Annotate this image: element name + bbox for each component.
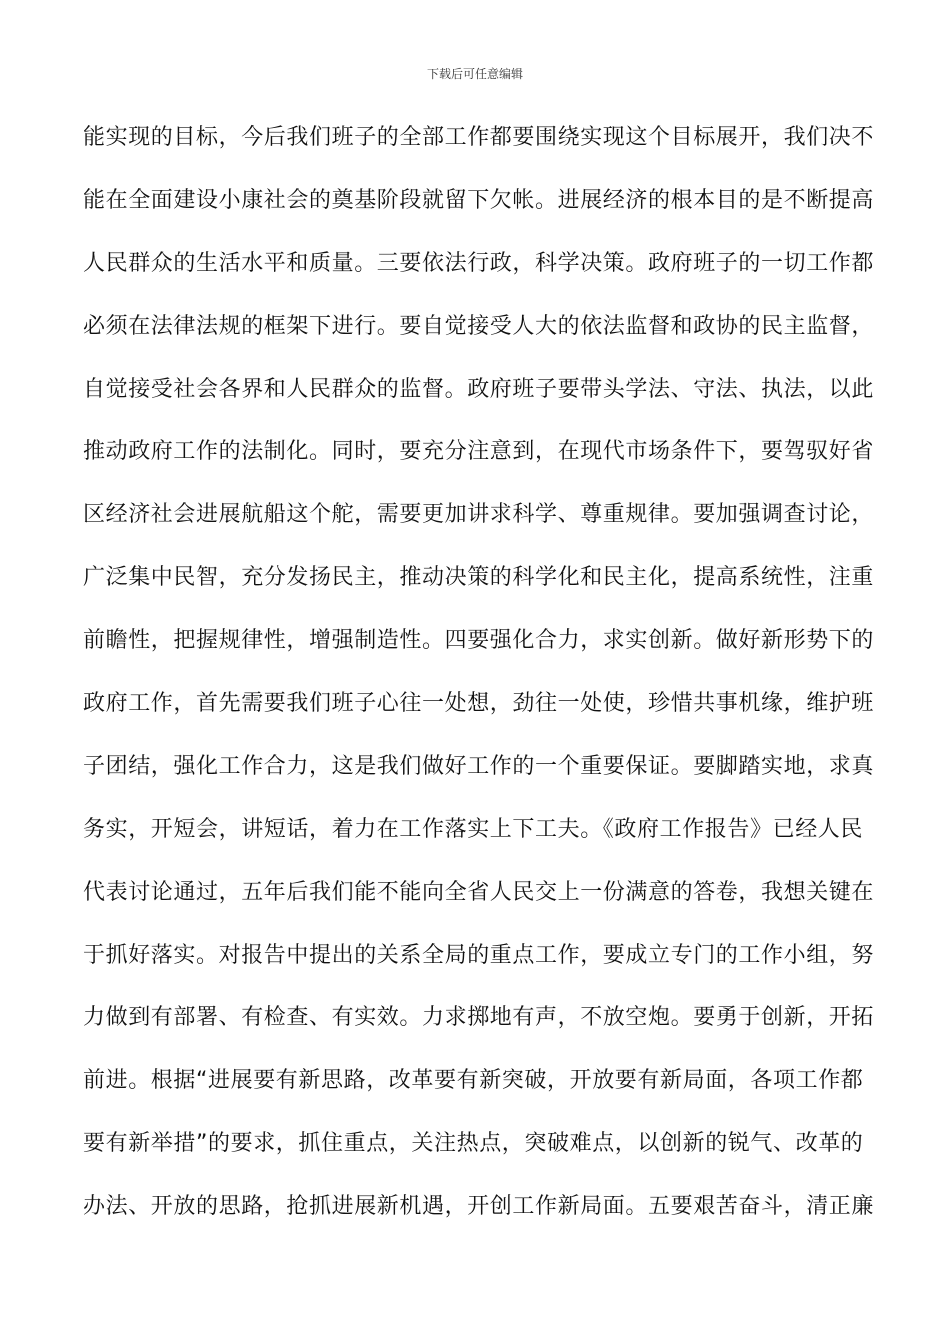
text-line: 要有新举措”的要求，抓住重点，关注热点，突破难点，以创新的锐气、改革的 (83, 1131, 864, 1157)
text-line: 广泛集中民智，充分发扬民主，推动决策的科学化和民主化，提高系统性，注重 (83, 565, 875, 591)
text-line: 推动政府工作的法制化。同时，要充分注意到，在现代市场条件下，要驾驭好省 (83, 439, 875, 465)
text-line: 能在全面建设小康社会的奠基阶段就留下欠帐。进展经济的根本目的是不断提高 (83, 187, 875, 213)
text-line: 前进。根据“进展要有新思路，改革要有新突破，开放要有新局面，各项工作都 (83, 1068, 864, 1094)
body-text (83, 118, 873, 1250)
text-line: 代表讨论通过，五年后我们能不能向全省人民交上一份满意的答卷，我想关键在 (83, 879, 875, 905)
text-line: 务实，开短会，讲短话，着力在工作落实上下工夫。《政府工作报告》已经人民 (83, 816, 864, 842)
text-line: 于抓好落实。对报告中提出的关系全局的重点工作，要成立专门的工作小组，努 (83, 942, 875, 968)
text-line: 能实现的目标，今后我们班子的全部工作都要围绕实现这个目标展开，我们决不 (83, 125, 875, 150)
text-line: 必须在法律法规的框架下进行。要自觉接受人大的依法监督和政协的民主监督， (83, 313, 875, 339)
text-line: 力做到有部署、有检查、有实效。力求掷地有声，不放空炮。要勇于创新，开拓 (83, 1005, 875, 1031)
text-line: 自觉接受社会各界和人民群众的监督。政府班子要带头学法、守法、执法，以此 (83, 376, 875, 402)
text-line: 区经济社会进展航船这个舵，需要更加讲求科学、尊重规律。要加强调查讨论， (83, 502, 875, 528)
page-header: 下载后可任意编辑 (426, 67, 523, 81)
text-line: 前瞻性，把握规律性，增强制造性。四要强化合力，求实创新。做好新形势下的 (83, 628, 875, 654)
text-line: 办法、开放的思路，抢抓进展新机遇，开创工作新局面。五要艰苦奋斗，清正廉 (83, 1194, 875, 1220)
text-line: 政府工作，首先需要我们班子心往一处想，劲往一处使，珍惜共事机缘，维护班 (83, 691, 875, 717)
text-line: 子团结，强化工作合力，这是我们做好工作的一个重要保证。要脚踏实地，求真 (83, 753, 875, 779)
text-line: 人民群众的生活水平和质量。三要依法行政，科学决策。政府班子的一切工作都 (83, 250, 875, 276)
